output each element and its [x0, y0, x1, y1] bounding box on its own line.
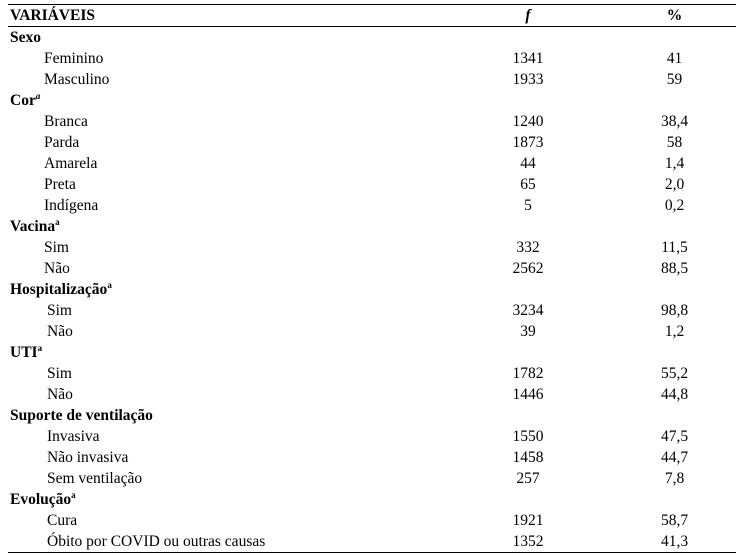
row-frequency: 1341: [512, 50, 544, 67]
header-variables: VARIÁVEIS: [8, 5, 428, 27]
table-row: [8, 174, 736, 195]
table-row: [8, 531, 736, 553]
row-frequency: 3234: [512, 302, 544, 319]
row-frequency: 65: [520, 176, 536, 193]
category-label-evolucao: [8, 489, 736, 510]
row-frequency: 1921: [512, 512, 544, 529]
row-label: Sem ventilação: [47, 470, 143, 487]
footnote-marker: a: [55, 217, 60, 227]
table-row: [8, 426, 736, 447]
row-label: Óbito por COVID ou outras causas: [8, 531, 428, 553]
row-frequency: 1782: [512, 365, 544, 382]
row-label: Indígena: [44, 197, 99, 214]
category-label-hospitalizacao: [8, 279, 736, 300]
row-label: Preta: [44, 176, 76, 193]
row-label: Amarela: [44, 155, 98, 172]
row-label: Sim: [47, 365, 72, 382]
row-label: Invasiva: [47, 428, 100, 445]
row-label: Não: [47, 386, 73, 403]
category-text: UTI: [10, 344, 38, 361]
table-row: [8, 363, 736, 384]
category-label-vacina: [8, 216, 736, 237]
category-row-sexo: [8, 27, 736, 49]
category-text: Suporte de ventilação: [10, 407, 153, 424]
row-percent: 59: [666, 71, 683, 88]
row-frequency: 1873: [512, 134, 544, 151]
row-label: Parda: [44, 134, 80, 151]
table-row: [8, 447, 736, 468]
header-percent: %: [593, 5, 736, 27]
variables-table: [8, 4, 736, 553]
table-row: [8, 237, 736, 258]
table-row: [8, 153, 736, 174]
row-percent: 1,4: [664, 155, 685, 172]
row-percent: 44,8: [660, 386, 689, 403]
header-frequency: f: [428, 5, 593, 27]
category-row-uti: [8, 342, 736, 363]
row-percent: 47,5: [660, 428, 689, 445]
table-row: [8, 258, 736, 279]
row-percent: 1,2: [664, 323, 685, 340]
row-percent: 38,4: [660, 113, 689, 130]
category-text: Vacina: [10, 218, 56, 235]
table-row: [8, 384, 736, 405]
category-row-cor: [8, 90, 736, 111]
row-frequency: 1240: [512, 113, 544, 130]
row-percent: 11,5: [661, 239, 688, 256]
category-row-hospitalizacao: [8, 279, 736, 300]
data-table-container: [8, 4, 736, 553]
row-label: Não invasiva: [47, 449, 129, 466]
row-frequency: 1933: [512, 71, 544, 88]
row-percent: 58: [666, 134, 683, 151]
table-row: [8, 468, 736, 489]
table-row: [8, 48, 736, 69]
row-label: Sim: [44, 239, 69, 256]
footnote-marker: a: [71, 490, 76, 500]
table-row: [8, 195, 736, 216]
category-label-uti: [8, 342, 736, 363]
row-percent: 41,3: [593, 531, 736, 553]
table-row: [8, 111, 736, 132]
footnote-marker: a: [35, 91, 41, 101]
category-text: Sexo: [10, 29, 41, 46]
row-frequency: 257: [516, 470, 540, 487]
category-label-suporte: [8, 405, 736, 426]
category-text: Evolução: [10, 491, 72, 508]
category-row-evolucao: [8, 489, 736, 510]
category-row-vacina: [8, 216, 736, 237]
category-row-suporte: [8, 405, 736, 426]
row-frequency: 39: [520, 323, 536, 340]
category-text: Hospitalização: [10, 281, 108, 298]
row-label: Não: [47, 323, 73, 340]
row-percent: 41: [666, 50, 683, 67]
row-frequency: 1446: [512, 386, 544, 403]
row-label: Masculino: [44, 71, 110, 88]
row-percent: 58,7: [660, 512, 689, 529]
row-percent: 98,8: [660, 302, 689, 319]
row-label: Sim: [47, 302, 72, 319]
table-row: [8, 132, 736, 153]
row-frequency: 2562: [512, 260, 544, 277]
row-percent: 0,2: [664, 197, 685, 214]
footnote-marker: a: [107, 280, 112, 290]
table-row: [8, 510, 736, 531]
row-percent: 2,0: [664, 176, 685, 193]
table-row: [8, 321, 736, 342]
row-label: Feminino: [44, 50, 104, 67]
row-label: Branca: [44, 113, 88, 130]
row-frequency: 5: [524, 197, 532, 214]
row-percent: 44,7: [660, 449, 689, 466]
row-label: Não: [44, 260, 70, 277]
category-label-cor: [8, 90, 736, 111]
table-header-row: [8, 5, 736, 27]
row-percent: 7,8: [664, 470, 685, 487]
row-frequency: 1352: [428, 531, 593, 553]
category-text: Cor: [10, 92, 36, 109]
footnote-marker: a: [37, 343, 43, 353]
row-frequency: 1550: [512, 428, 544, 445]
row-percent: 55,2: [660, 365, 689, 382]
category-label-sexo: [8, 27, 736, 49]
table-row: [8, 300, 736, 321]
table-row: [8, 69, 736, 90]
row-percent: 88,5: [660, 260, 689, 277]
row-label: Cura: [47, 512, 78, 529]
row-frequency: 44: [520, 155, 536, 172]
row-frequency: 1458: [512, 449, 544, 466]
row-frequency: 332: [516, 239, 540, 256]
